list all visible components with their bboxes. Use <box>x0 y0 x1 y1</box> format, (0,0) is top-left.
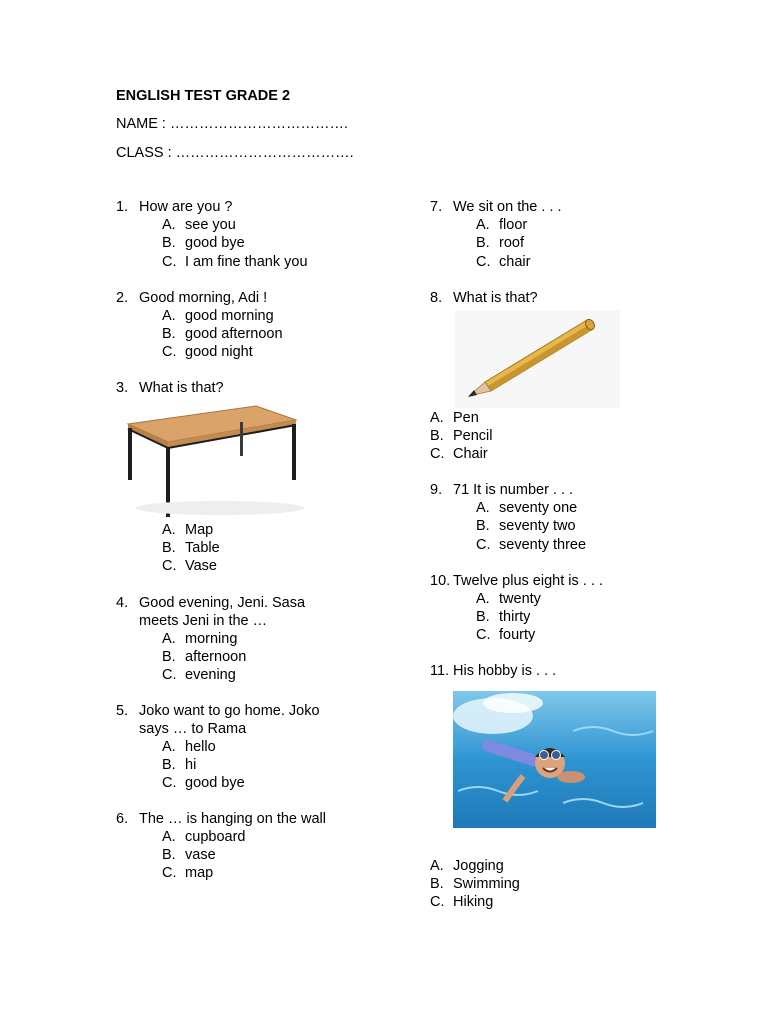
question-text: Twelve plus eight is . . . <box>453 573 603 589</box>
option-text: afternoon <box>185 649 247 665</box>
option-letter: A. <box>162 631 176 647</box>
option-text: vase <box>185 847 216 863</box>
question-number: 1. <box>116 199 129 215</box>
question-text: says … to Rama <box>139 721 247 737</box>
question-number: 9. <box>430 482 443 498</box>
question-text: Good evening, Jeni. Sasa <box>139 595 306 611</box>
option-letter: C. <box>162 865 177 881</box>
option-letter: C. <box>430 894 445 910</box>
question-number: 10. <box>430 573 451 589</box>
option-text: thirty <box>499 609 531 625</box>
option-letter: B. <box>162 757 176 773</box>
option-text: Jogging <box>453 858 504 874</box>
option-letter: C. <box>476 627 491 643</box>
question-text: The … is hanging on the wall <box>139 811 326 827</box>
option-letter: C. <box>162 775 177 791</box>
question-number: 4. <box>116 595 129 611</box>
option-letter: B. <box>430 428 444 444</box>
question-number: 2. <box>116 290 129 306</box>
option-text: morning <box>185 631 238 647</box>
option-letter: B. <box>162 649 176 665</box>
option-text: good night <box>185 344 253 360</box>
option-letter: C. <box>162 667 177 683</box>
option-letter: B. <box>162 847 176 863</box>
option-text: cupboard <box>185 829 246 845</box>
option-letter: C. <box>430 446 445 462</box>
option-text: evening <box>185 667 236 683</box>
pencil-image <box>455 310 620 408</box>
question-text: meets Jeni in the … <box>139 613 268 629</box>
option-text: seventy one <box>499 500 578 516</box>
option-letter: B. <box>162 326 176 342</box>
question-text: What is that? <box>139 380 224 396</box>
option-letter: A. <box>430 858 444 874</box>
question-number: 3. <box>116 380 129 396</box>
option-letter: A. <box>162 308 176 324</box>
option-text: map <box>185 865 214 881</box>
option-letter: A. <box>162 522 176 538</box>
option-letter: B. <box>162 540 176 556</box>
question-number: 6. <box>116 811 129 827</box>
option-text: floor <box>499 217 528 233</box>
option-text: good bye <box>185 775 245 791</box>
question-text: Good morning, Adi ! <box>139 290 268 306</box>
option-text: Swimming <box>453 876 520 892</box>
option-text: I am fine thank you <box>185 254 308 270</box>
option-letter: A. <box>162 739 176 755</box>
option-letter: C. <box>162 344 177 360</box>
swimming-image <box>453 691 656 828</box>
option-text: fourty <box>499 627 536 643</box>
question-text: His hobby is . . . <box>453 663 557 679</box>
question-text: 71 It is number . . . <box>453 482 574 498</box>
option-text: good bye <box>185 235 245 251</box>
class-field-line: CLASS : ………………………………. <box>116 145 354 161</box>
question-text: How are you ? <box>139 199 233 215</box>
question-number: 8. <box>430 290 443 306</box>
option-text: chair <box>499 254 531 270</box>
question-number: 11. <box>430 663 450 679</box>
option-letter: B. <box>476 609 490 625</box>
test-title: ENGLISH TEST GRADE 2 <box>116 88 291 104</box>
option-text: Hiking <box>453 894 494 910</box>
question-number: 5. <box>116 703 129 719</box>
question-text: Joko want to go home. Joko <box>139 703 320 719</box>
option-text: Pencil <box>453 428 493 444</box>
option-letter: A. <box>476 217 490 233</box>
question-text: What is that? <box>453 290 538 306</box>
option-text: good morning <box>185 308 274 324</box>
option-letter: B. <box>476 518 490 534</box>
question-number: 7. <box>430 199 443 215</box>
name-field-line: NAME : ………………………………. <box>116 116 349 132</box>
option-letter: A. <box>430 410 444 426</box>
option-text: Table <box>185 540 220 556</box>
option-text: seventy two <box>499 518 576 534</box>
table-image <box>120 398 308 520</box>
option-text: see you <box>185 217 236 233</box>
option-letter: B. <box>476 235 490 251</box>
option-text: seventy three <box>499 537 587 553</box>
option-letter: A. <box>162 829 176 845</box>
option-letter: C. <box>162 558 177 574</box>
option-letter: B. <box>162 235 176 251</box>
option-letter: C. <box>476 537 491 553</box>
option-text: Map <box>185 522 214 538</box>
option-text: Vase <box>185 558 217 574</box>
option-letter: A. <box>162 217 176 233</box>
option-text: roof <box>499 235 524 251</box>
option-letter: A. <box>476 591 490 607</box>
option-text: hi <box>185 757 197 773</box>
option-text: hello <box>185 739 216 755</box>
option-letter: C. <box>162 254 177 270</box>
option-text: Chair <box>453 446 488 462</box>
option-text: good afternoon <box>185 326 283 342</box>
option-text: Pen <box>453 410 479 426</box>
option-letter: C. <box>476 254 491 270</box>
question-text: We sit on the . . . <box>453 199 562 215</box>
option-letter: A. <box>476 500 490 516</box>
option-text: twenty <box>499 591 541 607</box>
option-letter: B. <box>430 876 444 892</box>
